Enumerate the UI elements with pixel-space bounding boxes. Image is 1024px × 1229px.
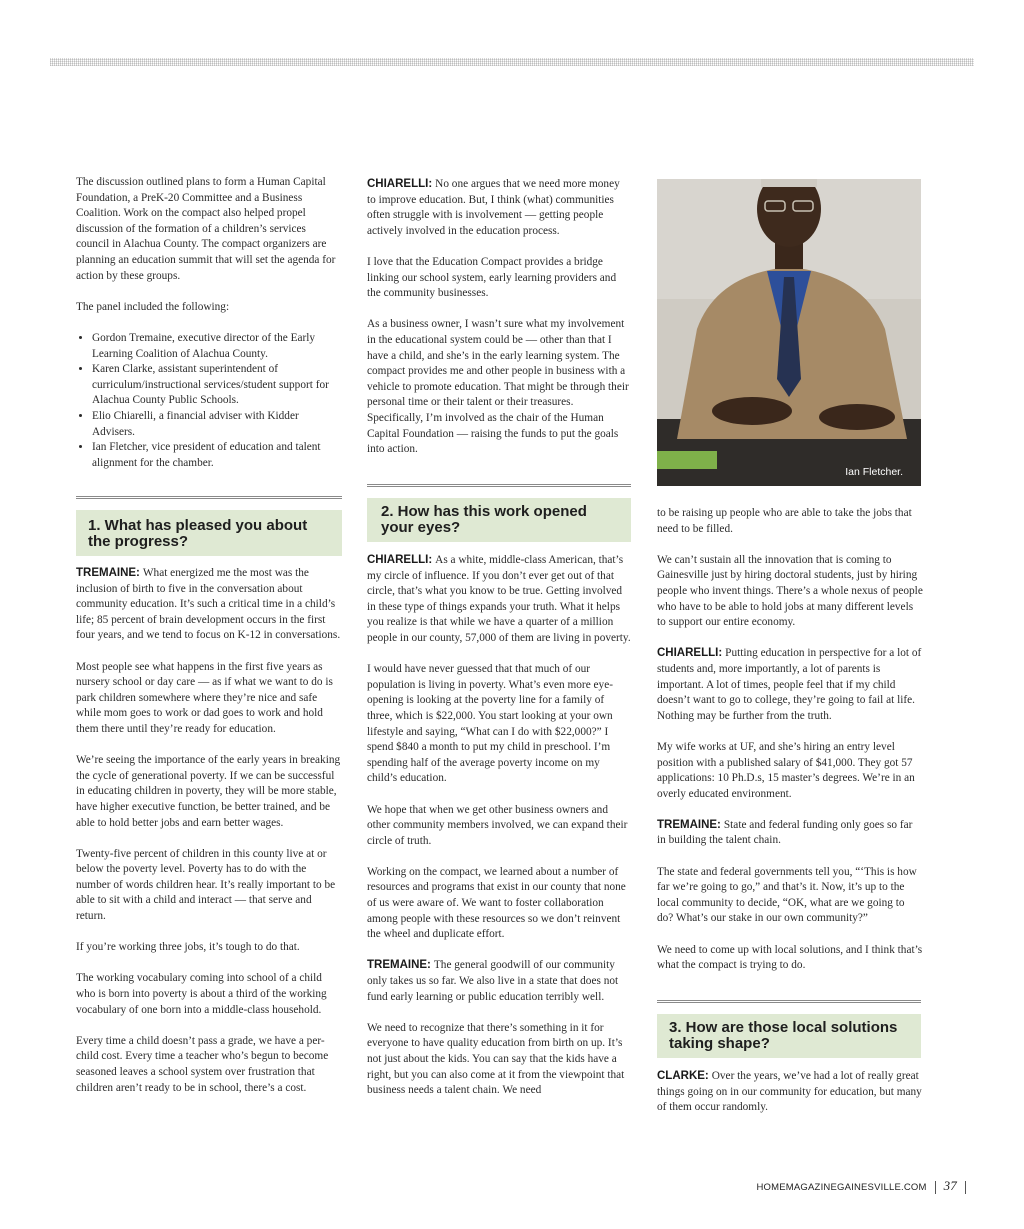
page-footer bbox=[756, 1178, 974, 1194]
answer-paragraph: Every time a child doesn’t pass a grade, we have a per-child cost. Every time a teacher who’s begun to become seasoned leaves a school system over frustration that children aren’t ready to be in school, there’s a cost. bbox=[76, 1034, 329, 1094]
question-1-heading: 1. What has pleased you about the progress? bbox=[76, 510, 342, 556]
answer-paragraph bbox=[367, 553, 631, 647]
panel-list bbox=[76, 331, 342, 471]
answer-text: Putting education in perspective for a lot of students and, more importantly, a lot of parents is important. A lot of times, people feel that if my child doesn’t want to go to college, they’re going to fail at life. Nothing may be further from the truth. bbox=[657, 647, 922, 722]
answer-paragraph: I would have never guessed that that much of our population is living in poverty. What’s even more eye-opening is looking at the poverty line for a family of three, which is $22,000. You start looking at your own lifestyle and saying, “What can I do with $22,000?” I spend $840 a month to put my child in preschool. I’m spending half of the average poverty income on my child’s education. bbox=[367, 663, 613, 785]
intro-paragraph: The discussion outlined plans to form a Human Capital Foundation, a PreK-20 Committee and a Business Coalition. Work on the compact also helped propel discussion of the formation of a children’s services council in Alachua County. The compact organizers are planning an education summit that will set the agenda for action by these groups. bbox=[76, 176, 336, 282]
answer-paragraph: I love that the Education Compact provides a bridge linking our school system, early learning providers and the community businesses. bbox=[367, 255, 617, 300]
speaker-label: CLARKE: bbox=[657, 1070, 709, 1082]
answer-paragraph: The working vocabulary coming into school of a child who is born into poverty is about a third of the working vocabulary of one born into a middle-class household. bbox=[76, 972, 327, 1016]
answer-text: No one argues that we need more money to improve education. But, I think (what) communities often struggle with is involvement — getting people actively involved in the education process. bbox=[367, 178, 620, 237]
panel-intro-text: The panel included the following: bbox=[76, 300, 230, 313]
answer-paragraph: We need to come up with local solutions, and I think that’s what the compact is trying to do. bbox=[657, 943, 923, 972]
answer-text: What energized me the most was the inclusion of birth to five in the conversation about community education. It’s such a critical time in a child’s life; 85 percent of brain development occurs in the first four years, and we tend to focus on K-12 in conversations. bbox=[76, 567, 341, 642]
speaker-label: CHIARELLI: bbox=[367, 178, 433, 190]
panel-list-item: • Karen Clarke, assistant superintendent of curriculum/instructional services/student support for Alachua County Public Schools. bbox=[92, 362, 342, 409]
column-2-answers bbox=[367, 553, 631, 1114]
portrait-illustration bbox=[657, 179, 921, 486]
section-divider bbox=[367, 484, 631, 487]
answer-text: The general goodwill of our community only takes us so far. We also live in a state that does not fund early learning or public education terribly well. bbox=[367, 959, 619, 1003]
photo-caption: Ian Fletcher. bbox=[845, 466, 903, 478]
answer-paragraph: Most people see what happens in the first five years as nursery school or day care — as if what we want to do is park children somewhere where they’re nice and safe while mom goes to work or dad goes to work and hold them there until they’re ready for education. bbox=[76, 660, 333, 735]
answer-paragraph bbox=[657, 646, 923, 724]
answer-paragraph bbox=[367, 958, 631, 1005]
answer-paragraph bbox=[367, 177, 631, 239]
section-divider bbox=[76, 496, 342, 499]
speaker-label: CHIARELLI: bbox=[367, 554, 433, 566]
answer-text: State and federal funding only goes so far in building the talent chain. bbox=[657, 818, 913, 847]
speaker-label: CHIARELLI: bbox=[657, 647, 723, 660]
answer-paragraph: Twenty-five percent of children in this county live at or below the poverty level. Poverty has to do with the number of words children hear. It’s really important to be able to sit with a child and interact — that serve and return. bbox=[76, 847, 336, 923]
answer-paragraph: to be raising up people who are able to take the jobs that need to be filled. bbox=[657, 507, 912, 535]
answer-paragraph: As a business owner, I wasn’t sure what my involvement in the educational system could be — other than that I have a child, and she’s in the early learning system. The compact provides me and other people in business with a vehicle to promote education. That might be through their personal time or their talent or their treasures. Specifically, I’m involved as the chair of the Human Capital Foundation — raising the funds to put the goals into action. bbox=[367, 318, 629, 456]
answer-paragraph bbox=[657, 1069, 923, 1116]
section-divider bbox=[657, 1000, 921, 1003]
answer-paragraph: If you’re working three jobs, it’s tough to do that. bbox=[76, 941, 300, 954]
speaker-label: TREMAINE: bbox=[657, 818, 721, 831]
answer-paragraph bbox=[76, 566, 342, 644]
column-2-top bbox=[367, 177, 631, 473]
speaker-label: TREMAINE: bbox=[76, 567, 140, 579]
website-url: HOMEMAGAZINEGAINESVILLE.COM bbox=[756, 1182, 927, 1193]
answer-paragraph: We can’t sustain all the innovation that is coming to Gainesville just by hiring doctoral students, just by hiring people who invent things. There’s a whole nexus of people who have to be able to hold jobs at many different levels to support our entire economy. bbox=[657, 553, 923, 629]
footer-divider bbox=[965, 1181, 966, 1194]
column-3-text bbox=[657, 506, 923, 989]
column-1-intro bbox=[76, 175, 342, 471]
answer-text: As a white, middle-class American, that’s my circle of influence. If you don’t ever get out of that circle, that’s what you know to be true. Getting involved in these type of things expands your truth. What it helps you realize is that while we have a quarter of a million people in our county, 57,000 of them are living in poverty. bbox=[367, 554, 631, 644]
question-2-heading: 2. How has this work opened your eyes? bbox=[367, 498, 631, 542]
speaker-label: TREMAINE: bbox=[367, 959, 431, 972]
answer-paragraph: We’re seeing the importance of the early years in breaking the cycle of generational poverty. If we can be successful in educating children in poverty, they will be more stable, have higher executive function, be better trained, and be able to hold better jobs and earn better wages. bbox=[76, 754, 341, 829]
column-1-answers bbox=[76, 566, 342, 1112]
portrait-photo bbox=[657, 179, 921, 486]
answer-text: Over the years, we’ve had a lot of really great things going on in our community for education, but many of them occur randomly. bbox=[657, 1070, 922, 1114]
answer-paragraph: We hope that when we get other business owners and other community members involved, we can expand their circle of truth. bbox=[367, 803, 628, 847]
panel-list-item: • Gordon Tremaine, executive director of the Early Learning Coalition of Alachua County. bbox=[92, 331, 342, 362]
panel-list-item: • Ian Fletcher, vice president of education and talent alignment for the chamber. bbox=[92, 440, 342, 471]
footer-divider bbox=[935, 1181, 936, 1194]
question-3-heading: 3. How are those local solutions taking shape? bbox=[657, 1014, 921, 1058]
column-3-answers bbox=[657, 1069, 923, 1131]
answer-paragraph: The state and federal governments tell you, “‘This is how far we’re going to go,” and that’s it. Now, it’s up to the local community to decide, “OK, what are we going to do? What’s our stake in our own community?” bbox=[657, 865, 917, 925]
answer-paragraph bbox=[657, 818, 923, 849]
answer-paragraph: We need to recognize that there’s something in it for everyone to have quality education from birth on up. It’s not just about the kids. You can say that the kids have a right, but you can also come at it from the viewpoint that business needs a talent chain. We need bbox=[367, 1021, 625, 1097]
answer-paragraph: Working on the compact, we learned about a number of resources and programs that exist in our county that none of us were aware of. We want to foster collaboration among people with these resources so we don’t reinvent the wheel and duplicate effort. bbox=[367, 865, 626, 941]
answer-paragraph: My wife works at UF, and she’s hiring an entry level position with a published salary of $41,000. They got 57 applications: 10 Ph.D.s, 15 master’s degrees. We’re in an overly educated environment. bbox=[657, 740, 915, 800]
panel-list-item: • Elio Chiarelli, a financial adviser with Kidder Advisers. bbox=[92, 409, 342, 440]
page-number: 37 bbox=[943, 1178, 957, 1193]
decorative-header-bar bbox=[50, 58, 974, 66]
